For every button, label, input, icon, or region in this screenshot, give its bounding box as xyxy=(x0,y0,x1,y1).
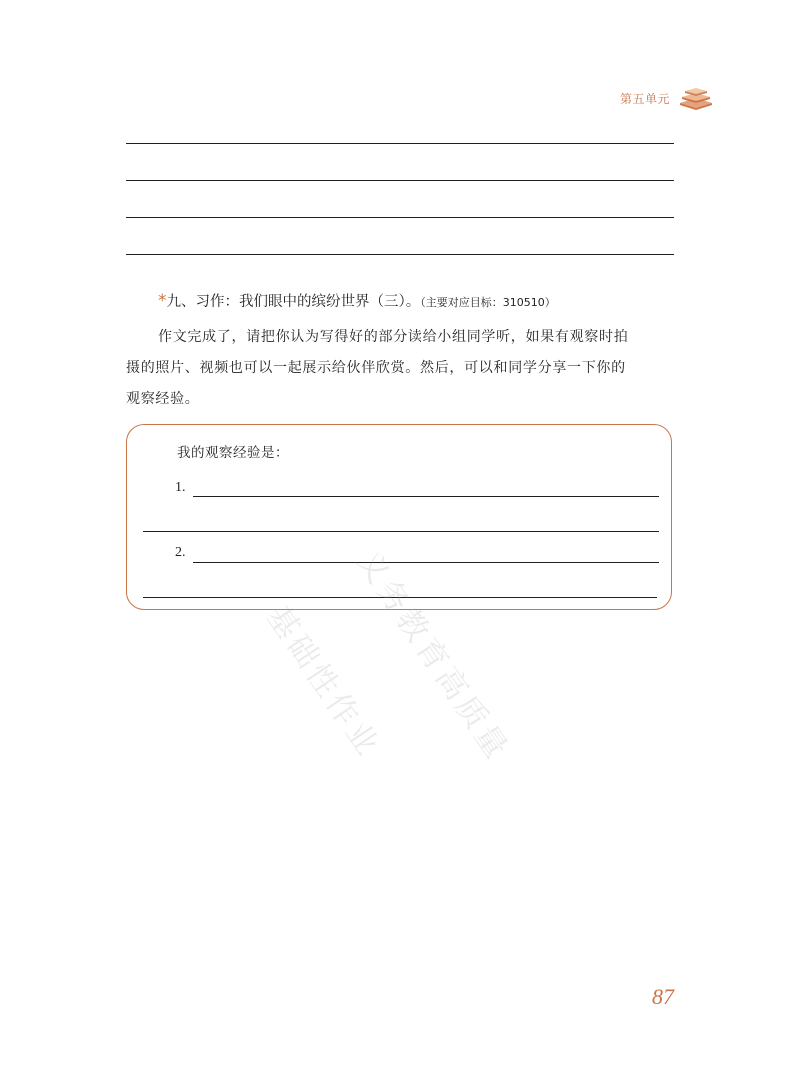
section-title xyxy=(158,290,556,311)
book-stack-icon xyxy=(678,86,714,110)
writing-line[interactable] xyxy=(126,143,674,144)
writing-line[interactable] xyxy=(126,180,674,181)
unit-title: 第五单元 xyxy=(620,91,671,106)
answer-line-1[interactable] xyxy=(193,496,659,497)
watermark-line-1: 义务教育高质量 xyxy=(349,544,517,768)
watermark-line-2: 基础性作业 xyxy=(259,599,388,765)
experience-box xyxy=(126,424,672,610)
item-number-1: 1. xyxy=(175,480,186,495)
instruction-line-3: 观察经验。 xyxy=(126,391,200,407)
writing-line[interactable] xyxy=(126,254,674,255)
target-note: （主要对应目标：310510） xyxy=(420,296,556,309)
answer-line-1-continued[interactable] xyxy=(143,531,659,532)
unit-header xyxy=(620,86,714,110)
item-number-2: 2. xyxy=(175,545,186,560)
answer-line-2-continued[interactable] xyxy=(143,597,657,598)
box-prompt: 我的观察经验是： xyxy=(177,445,289,461)
star-icon: * xyxy=(158,291,167,311)
answer-line-2[interactable] xyxy=(193,562,659,563)
instruction-line-2: 摄的照片、视频也可以一起展示给伙伴欣赏。然后，可以和同学分享一下你的 xyxy=(126,360,626,376)
instruction-line-1: 作文完成了，请把你认为写得好的部分读给小组同学听，如果有观察时拍 xyxy=(158,329,629,345)
section-heading: 九、习作：我们眼中的缤纷世界（三）。 xyxy=(166,294,421,310)
page-number: 87 xyxy=(652,984,674,1009)
writing-line[interactable] xyxy=(126,217,674,218)
